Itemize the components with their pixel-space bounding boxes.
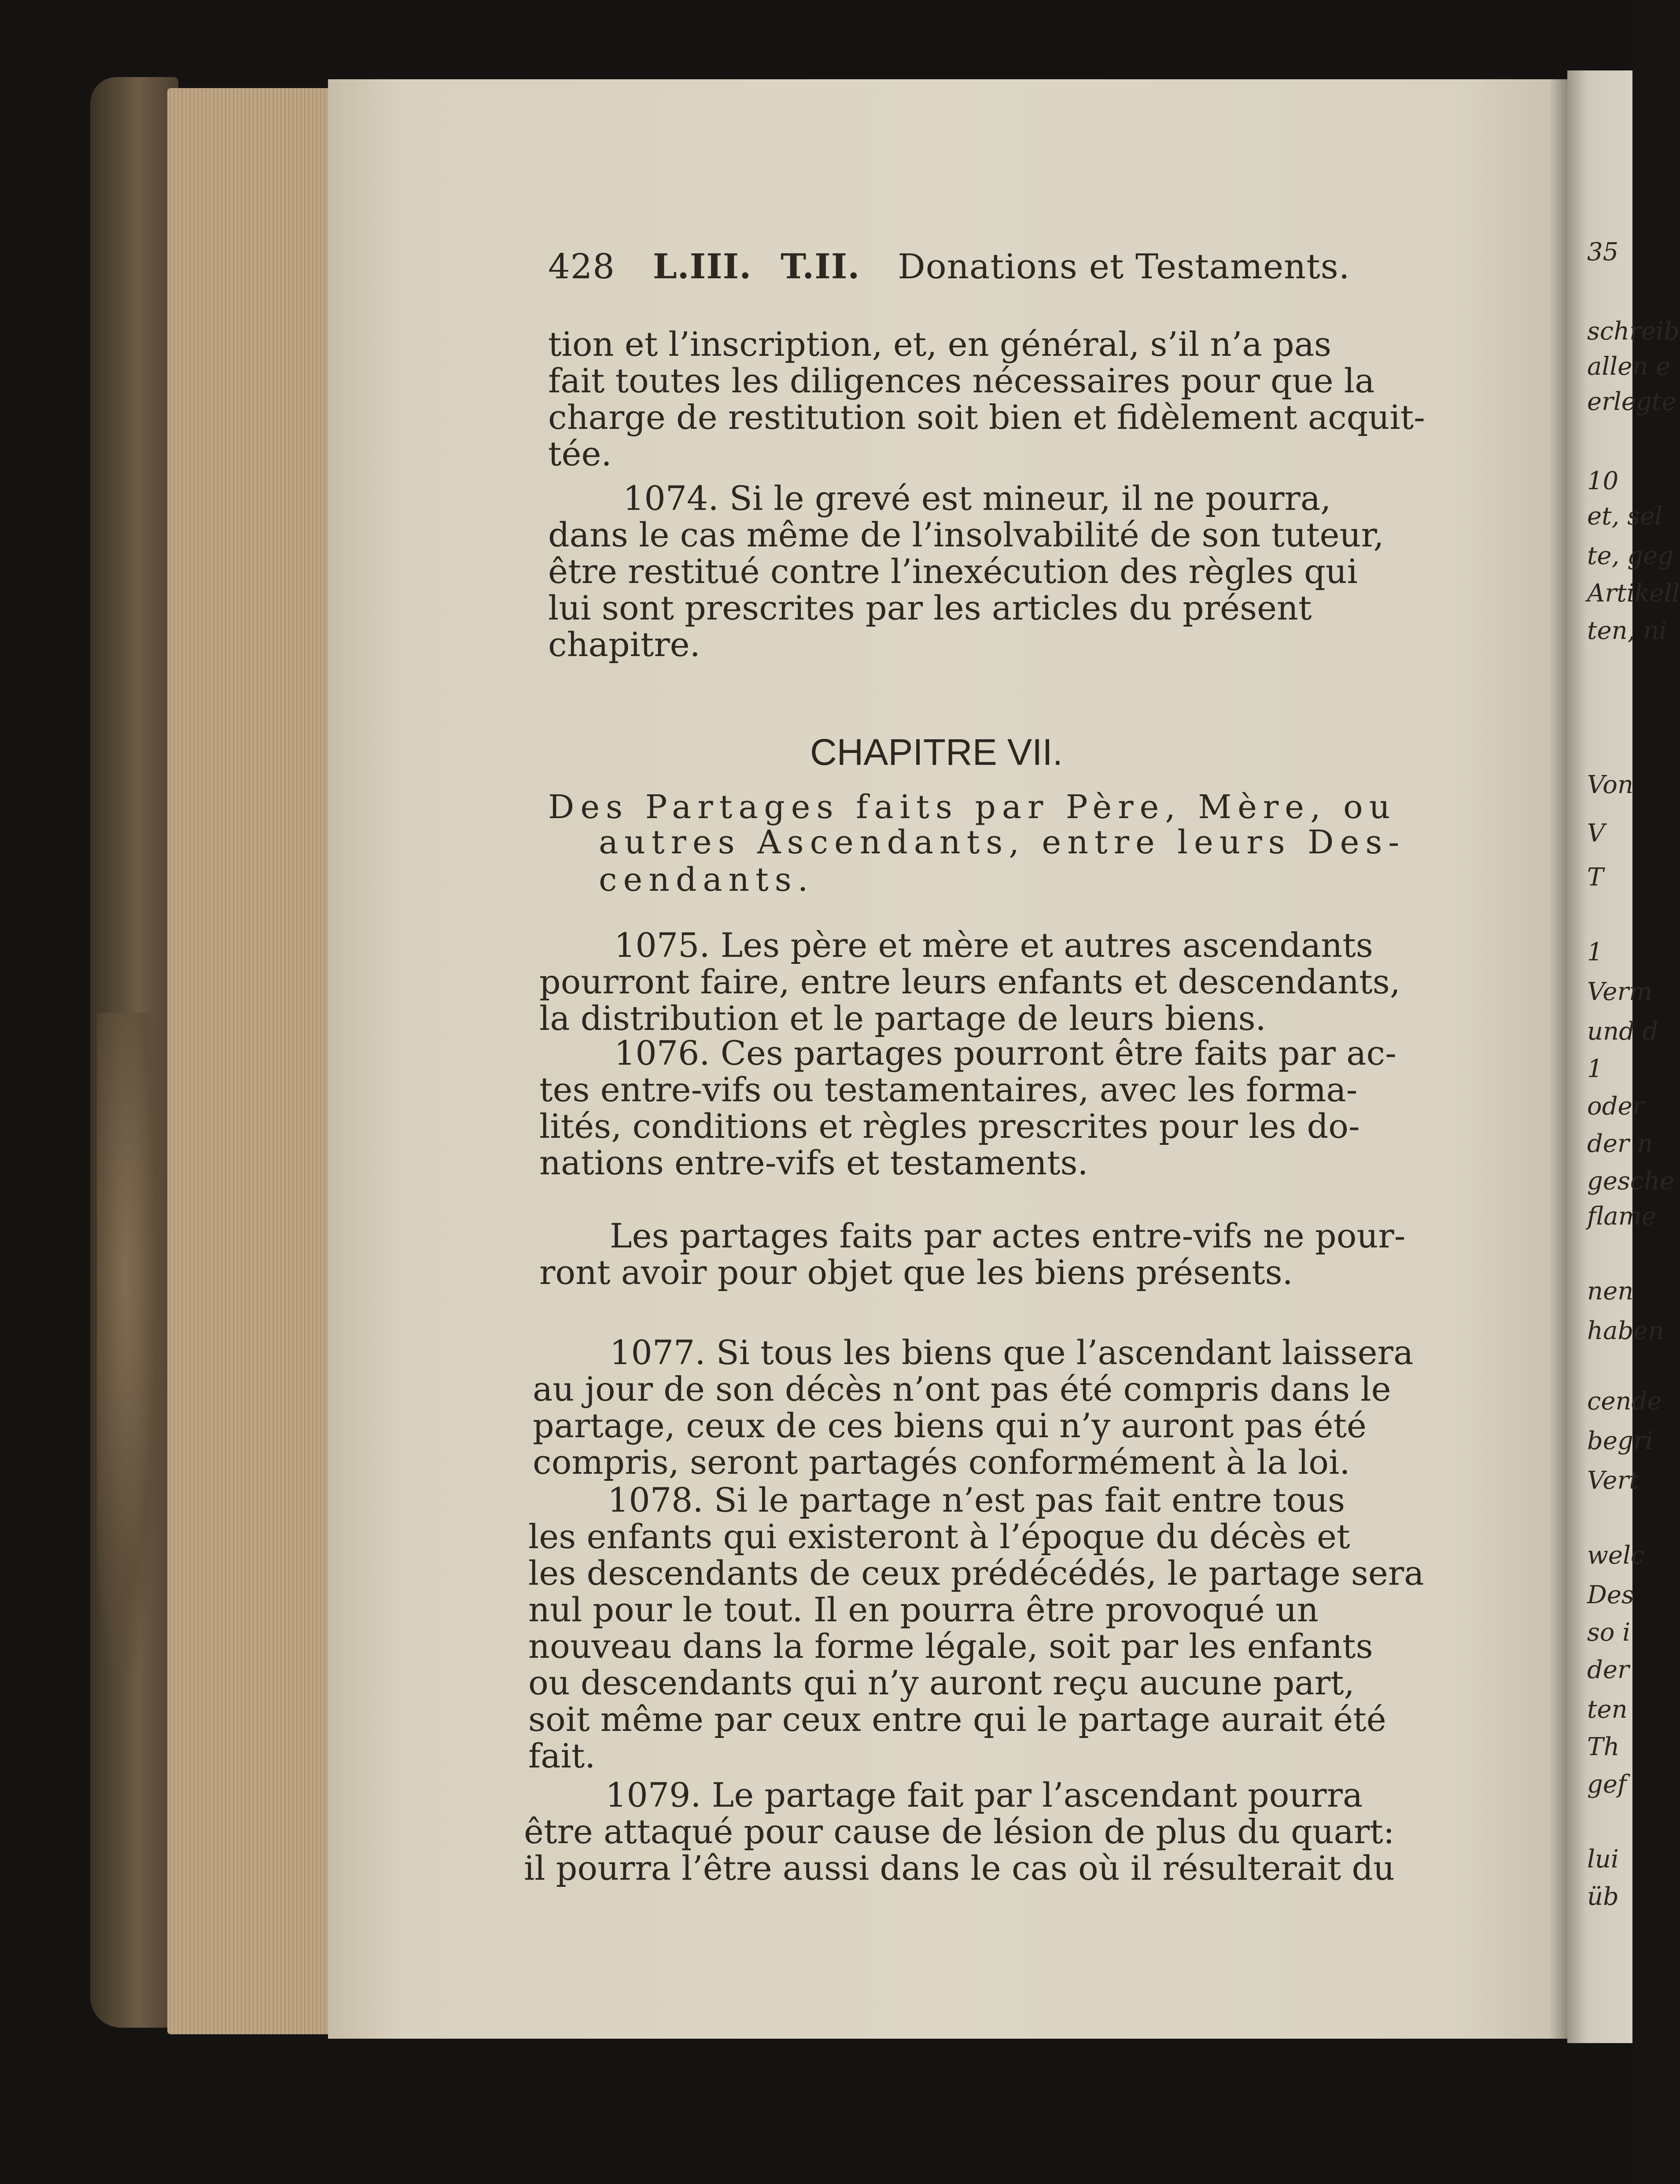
facing-page-fragment: Verm [1587, 978, 1653, 1006]
text-line: tée. [548, 434, 612, 473]
paragraph-continuation [548, 326, 1425, 472]
text-line: pourront faire, entre leurs enfants et descendants, [539, 962, 1400, 1001]
text-line: être attaqué pour cause de lésion de plus du quart: [524, 1812, 1395, 1851]
text-line: 1075. Les père et mère et autres ascendants [614, 926, 1373, 965]
article-1077 [533, 1334, 1413, 1480]
facing-page-fragment: gef [1587, 1770, 1627, 1799]
text-line: partage, ceux de ces biens qui n’y auront pas été [533, 1406, 1367, 1445]
text-line: chapitre. [548, 625, 700, 664]
text-line: 1078. Si le partage n’est pas fait entre tous [608, 1480, 1345, 1520]
facing-page-fragment: schreib [1587, 317, 1680, 346]
facing-page-fragment: T [1587, 863, 1604, 892]
text-line: nations entre-vifs et testaments. [539, 1143, 1088, 1182]
facing-page-fragment: Von [1587, 771, 1634, 799]
facing-page-fragment: der [1587, 1656, 1629, 1684]
facing-page-fragment: flame [1587, 1202, 1656, 1231]
text-line: la distribution et le partage de leurs biens. [539, 999, 1266, 1038]
book-number: L.III. [652, 247, 752, 287]
text-line: ou descendants qui n’y auront reçu aucune part, [528, 1663, 1355, 1702]
text-line: tion et l’inscription, et, en général, s’il n’a pas [548, 325, 1332, 364]
facing-page-fragment: V [1587, 819, 1605, 848]
facing-page-fragment: 10 [1587, 467, 1619, 495]
spine-wear [97, 1013, 167, 1673]
text-line: 1079. Le partage fait par l’ascendant pourra [605, 1775, 1363, 1815]
text-line: 1076. Ces partages pourront être faits par ac- [614, 1033, 1396, 1073]
facing-page-fragment: ten, ni [1587, 616, 1667, 645]
facing-page-fragment: haben [1587, 1317, 1664, 1345]
text-line: ront avoir pour objet que les biens présents. [539, 1253, 1293, 1292]
facing-page-fragment: der n [1587, 1129, 1653, 1158]
facing-page-fragment: gesche [1587, 1167, 1675, 1195]
facing-page-fragment: üb [1587, 1882, 1619, 1911]
text-line: être restitué contre l’inexécution des règles qui [548, 552, 1358, 591]
text-line: Les partages faits par actes entre-vifs ne pour- [610, 1216, 1406, 1255]
text-line: lui sont prescrites par les articles du présent [548, 588, 1312, 627]
facing-page-fragment: begri [1587, 1427, 1653, 1455]
title-number: T.II. [781, 247, 860, 287]
chapter-title-line: cendants. [599, 861, 814, 899]
text-line: charge de restitution soit bien et fidèlement acquit- [548, 398, 1425, 437]
text-line: au jour de son décès n’ont pas été compris dans le [533, 1369, 1391, 1409]
facing-page-fragment: 1 [1587, 938, 1603, 967]
text-line: dans le cas même de l’insolvabilité de son tuteur, [548, 515, 1384, 554]
facing-page-fragment: welc [1587, 1541, 1645, 1570]
text-line: lités, conditions et règles prescrites pour les do- [539, 1107, 1360, 1146]
text-line: nouveau dans la forme légale, soit par les enfants [528, 1627, 1373, 1666]
text-line: fait toutes les diligences nécessaires pour que la [548, 361, 1375, 400]
page-edges [167, 88, 330, 2034]
chapter-title-line: Des Partages faits par Père, Mère, ou [548, 788, 1396, 826]
text-line: tes entre-vifs ou testamentaires, avec les forma- [539, 1070, 1358, 1109]
article-1076-paragraph-2 [539, 1217, 1405, 1291]
text-line: les enfants qui existeront à l’époque du décès et [528, 1517, 1350, 1556]
facing-page-fragment: lui [1587, 1845, 1619, 1874]
chapter-title-line: autres Ascendants, entre leurs Des- [599, 823, 1406, 861]
facing-page-fragment: nen [1587, 1277, 1634, 1306]
facing-page-fragment: allen e [1587, 352, 1671, 381]
text-line: soit même par ceux entre qui le partage aurait été [528, 1700, 1386, 1739]
facing-page-fragment: Vert [1587, 1466, 1639, 1495]
article-1074 [548, 480, 1384, 663]
text-line: 1077. Si tous les biens que l’ascendant laissera [610, 1333, 1414, 1372]
facing-page-fragment: 1 [1587, 1055, 1603, 1083]
article-1078 [528, 1482, 1424, 1774]
page-number: 428 [548, 247, 615, 287]
facing-page-fragment: Des [1587, 1581, 1634, 1609]
text-line: 1074. Si le grevé est mineur, il ne pourra, [623, 479, 1331, 518]
facing-page-fragment: 35 [1587, 238, 1619, 266]
gutter-shadow [1550, 79, 1567, 2039]
facing-page-fragment: oder [1587, 1092, 1644, 1121]
text-line: compris, seront partagés conformément à la loi. [533, 1442, 1350, 1482]
article-1075 [539, 927, 1400, 1037]
facing-page-fragment: Th [1587, 1733, 1620, 1761]
facing-page-fragment: ten [1587, 1695, 1628, 1724]
facing-page-fragment: cende [1587, 1387, 1662, 1416]
text-line: fait. [528, 1736, 596, 1775]
facing-page-fragment: te, geg [1587, 542, 1674, 570]
text-line: les descendants de ceux prédécédés, le partage sera [528, 1553, 1424, 1593]
article-1079 [524, 1777, 1395, 1886]
running-title: Donations et Testaments. [898, 247, 1350, 287]
facing-page-fragment: Artikell [1587, 579, 1680, 608]
running-header [548, 247, 1350, 287]
text-line: nul pour le tout. Il en pourra être provoqué un [528, 1590, 1319, 1629]
facing-page-fragment: et, sel [1587, 502, 1663, 531]
facing-page-fragment: erlegte [1587, 387, 1676, 416]
facing-page-fragment: so i [1587, 1618, 1631, 1647]
text-line: il pourra l’être aussi dans le cas où il résulterait du [524, 1848, 1395, 1888]
chapter-heading: CHAPITRE VII. [810, 731, 1063, 773]
facing-page-fragment: und d [1587, 1017, 1658, 1046]
article-1076 [539, 1035, 1396, 1181]
